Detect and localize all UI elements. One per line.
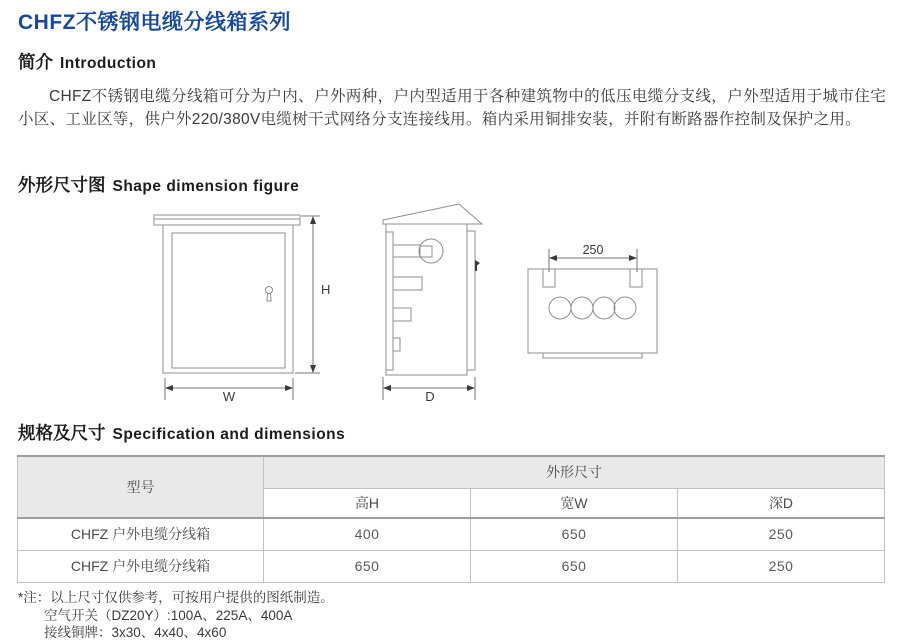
front-view-dimension-lines (165, 216, 320, 400)
top-dim-label: 250 (582, 243, 604, 257)
spec-heading (18, 420, 345, 445)
spec-table (17, 455, 885, 583)
intro-heading-en: Introduction (60, 55, 157, 72)
width-dim-label: W (222, 389, 236, 404)
table-header-row-1 (18, 456, 885, 488)
cell-width: 650 (471, 550, 678, 582)
spec-heading-zh: 规格及尺寸 (18, 423, 106, 443)
table-row (18, 518, 885, 550)
cable-hole (549, 297, 571, 319)
col-header-width: 宽W (471, 488, 678, 518)
table-row (18, 550, 885, 582)
keyhole-icon (266, 287, 273, 294)
shape-figure-heading (18, 172, 299, 197)
spec-table-container (17, 455, 884, 583)
shape-dimension-drawing (130, 196, 690, 410)
intro-heading (18, 49, 156, 74)
door-latch (475, 260, 480, 271)
cell-model: CHFZ 户外电缆分线箱 (18, 518, 264, 550)
front-view (154, 215, 300, 373)
cell-height: 400 (264, 518, 471, 550)
col-header-dimensions: 外形尺寸 (264, 456, 885, 488)
side-view (383, 204, 482, 375)
col-header-model: 型号 (18, 456, 264, 518)
depth-dim-label: D (425, 389, 435, 404)
col-header-depth: 深D (678, 488, 885, 518)
mounting-tab (630, 269, 642, 287)
cell-depth: 250 (678, 518, 885, 550)
cable-hole (571, 297, 593, 319)
footnotes (18, 589, 334, 642)
cable-hole (593, 297, 615, 319)
cable-entry-circle (419, 239, 443, 263)
intro-heading-zh: 简介 (18, 52, 53, 72)
intro-paragraph: CHFZ不锈钢电缆分线箱可分为户内、户外两种，户内型适用于各种建筑物中的低压电缆分支线，户外型适用于城市住宅小区、工业区等，供户外220/380V电缆树干式网络分支连接线用。箱内采用铜排安装，并附有断路器作控制及保护之用。 (18, 88, 886, 128)
height-dim-label: H (321, 282, 331, 297)
cell-depth: 250 (678, 550, 885, 582)
col-header-height: 高H (264, 488, 471, 518)
cell-width: 650 (471, 518, 678, 550)
spec-heading-en: Specification and dimensions (112, 426, 346, 443)
page-title: CHFZ不锈钢电缆分线箱系列 (18, 11, 291, 34)
dimension-figure (130, 196, 690, 410)
cable-hole (614, 297, 636, 319)
footnote-line: *注：以上尺寸仅供参考，可按用户提供的图纸制造。 (18, 590, 334, 605)
footnote-line: 接线铜牌：3x30、4x40、4x60 (44, 625, 227, 640)
shape-figure-heading-zh: 外形尺寸图 (18, 175, 106, 195)
top-view (528, 269, 657, 358)
shape-figure-heading-en: Shape dimension figure (112, 178, 300, 195)
cell-model: CHFZ 户外电缆分线箱 (18, 550, 264, 582)
cell-height: 650 (264, 550, 471, 582)
footnote-line: 空气开关（DZ20Y）:100A、225A、400A (44, 607, 293, 623)
